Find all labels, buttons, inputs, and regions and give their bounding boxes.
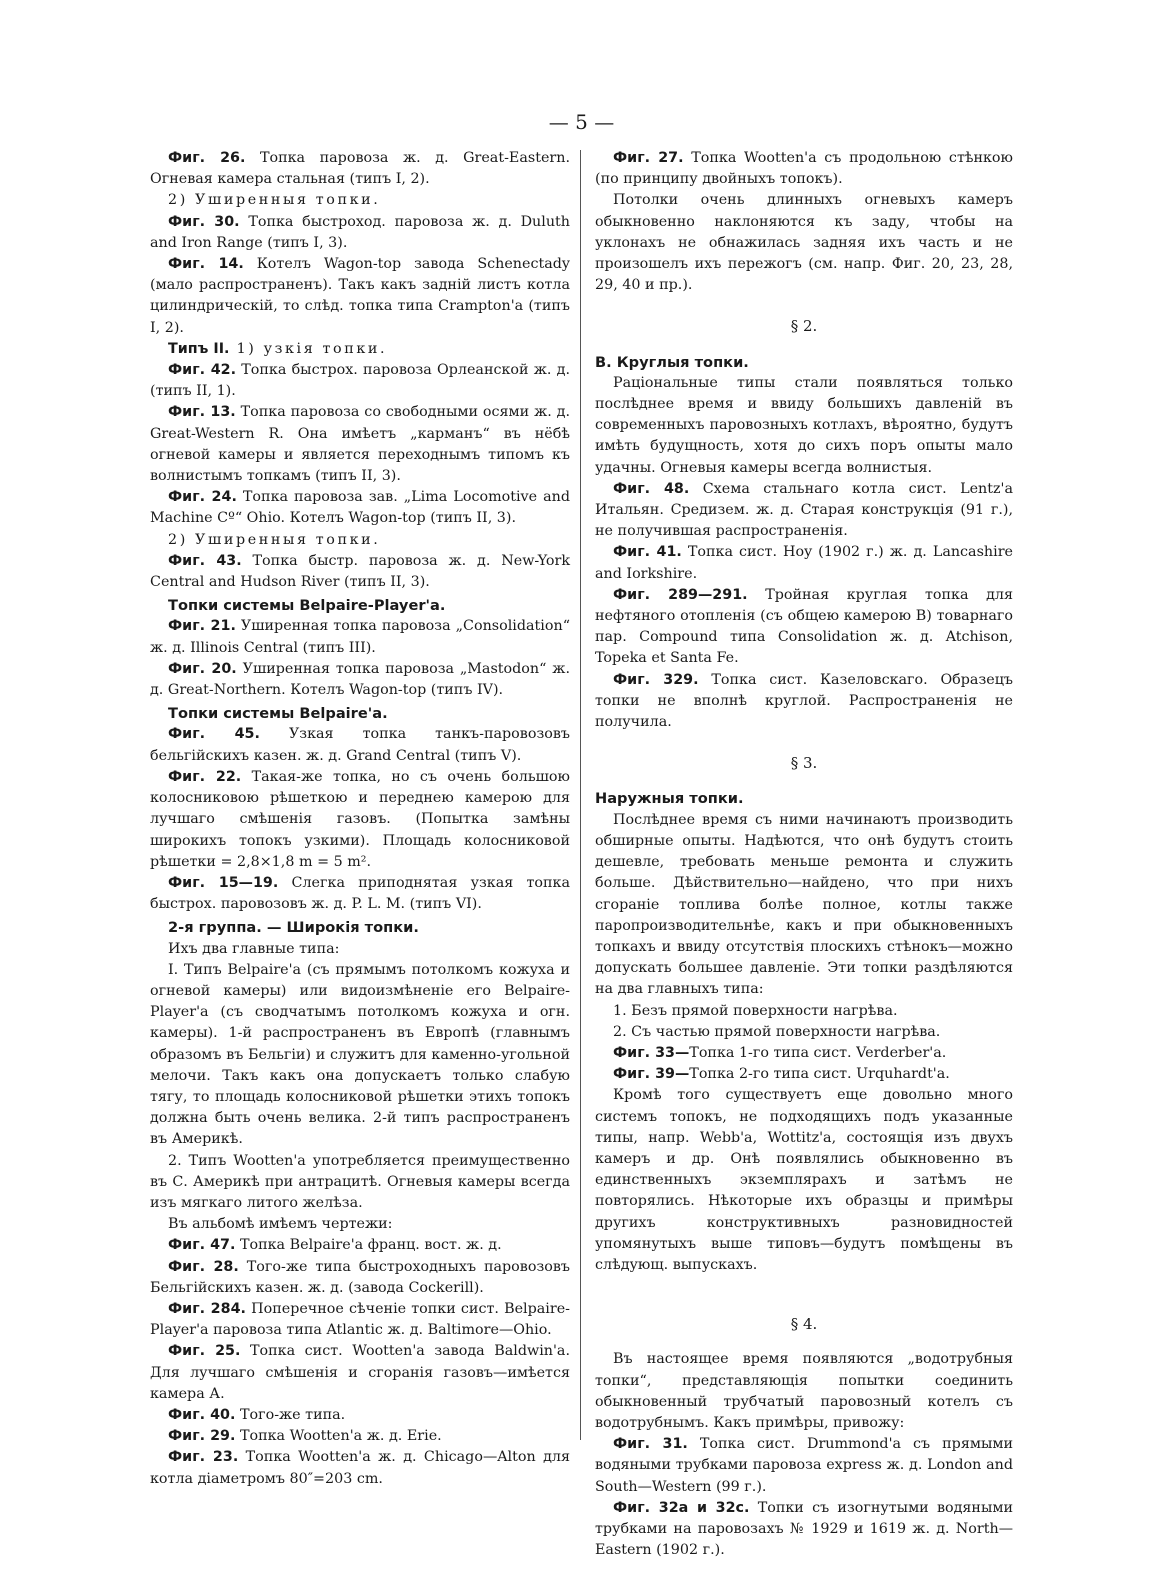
subheading: 2) Уширенныя топки.: [168, 531, 381, 548]
figure-ref: Фиг. 31.: [613, 1436, 688, 1453]
figure-ref: Фиг. 29.: [168, 1428, 236, 1445]
figure-ref: Фиг. 45.: [168, 726, 260, 743]
right-column: [595, 148, 1013, 1561]
paragraph-text: Уширенная топка паровоза „Mastodon“ ж. д. Great-Northern. Котелъ Wagon-top (типъ IV).: [150, 660, 570, 699]
paragraph-text: Топка паровоза ж. д. Great-Eastern. Огневая камера стальная (типъ I, 2).: [150, 150, 570, 188]
figure-ref: Фиг. 27.: [613, 150, 684, 166]
figure-ref: Фиг. 22.: [168, 768, 242, 785]
paragraph: [150, 767, 570, 873]
section-heading: Топки системы Belpaire-Player'а.: [168, 597, 446, 615]
paragraph: Послѣднее время съ ними начинаютъ производить обширные опыты. Надѣются, что онѣ будутъ стоить дешевле, требовать меньше ремонта и служить больше. Дѣйствительно—найдено, что при нихъ сгоранiе топлива болѣе полное, котлы также паропроизводительнѣе, какъ и при обыкновенныхъ топкахъ и ввиду отсутствiя плоскихъ стѣнокъ—можно допускать большее давленiе. Эти топки раздѣляются на два главныхъ типа:: [595, 811, 1013, 998]
section-heading: В. Круглыя топки.: [595, 353, 749, 371]
figure-ref: Фиг. 26.: [168, 150, 246, 166]
paragraph-text: Топка паровоза со свободными осями ж. д. Great-Western R. Она имѣетъ „карманъ“ въ нёбѣ огневой камеры и является переходнымъ типомъ къ волнистымъ топкамъ (типъ II, 3).: [150, 404, 571, 485]
paragraph-text: Топки съ изогнутыми водяными трубками на паровозахъ № 1929 и 1619 ж. д. North—Eastern (1902 г.).: [595, 1499, 1013, 1559]
paragraph-text: Топка сист. Wootten'а завода Baldwin'а. Для лучшаго смѣшенiя и сгоранiя газовъ—имѣется камера А.: [150, 1343, 570, 1402]
figure-ref: Фиг. 23.: [168, 1449, 239, 1466]
paragraph-text: Того-же типа.: [235, 1406, 346, 1423]
paragraph-text: Топка сист. Drummond'а съ прямыми водяными трубками паровоза express ж. д. London and South—Western (99 г.).: [595, 1436, 1013, 1495]
column-divider: [580, 150, 581, 1440]
paragraph-text: Такая-же топка, но съ очень большою колосниковою рѣшеткою и переднею камерою для лучшаго смѣшенiя газовъ. (Попытка замѣны широкихъ топокъ узкими). Площадь колосниковой рѣшетки = 2,8×1,8 m = 5 m².: [150, 768, 570, 870]
paragraph: [150, 1341, 570, 1405]
section-heading: Наружныя топки.: [595, 790, 744, 808]
figure-ref: Фиг. 43.: [168, 552, 242, 569]
paragraph-text: Топка паровоза зав. „Lima Locomotive and Machine Cº“ Ohio. Котелъ Wagon-top (типъ II, 3).: [150, 489, 570, 527]
figure-ref: Фиг. 14.: [168, 256, 244, 273]
paragraph-text: Топка быстроход. паровоза ж. д. Duluth and Iron Range (типъ I, 3).: [150, 213, 570, 251]
figure-ref: Фиг. 33—: [613, 1044, 690, 1061]
paragraph: [595, 479, 1013, 543]
paragraph: [150, 1257, 570, 1299]
paragraph: [595, 1043, 1013, 1064]
paragraph-text: Топка 1-го типа сист. Verderber'а.: [689, 1044, 947, 1061]
paragraph: [150, 659, 570, 701]
figure-ref: Фиг. 47.: [168, 1237, 236, 1254]
paragraph: [150, 1447, 570, 1489]
paragraph: [150, 873, 570, 915]
figure-ref: Фиг. 20.: [168, 660, 237, 677]
section-number: § 4.: [790, 1315, 818, 1334]
paragraph-text: Узкая топка танкъ-паровозовъ бельгiйскихъ казен. ж. д. Grand Central (типъ V).: [150, 726, 570, 764]
figure-ref: Фиг. 39—: [613, 1066, 690, 1083]
figure-ref: Фиг. 40.: [168, 1406, 236, 1423]
paragraph-text: Топка быстр. паровоза ж. д. New-York Central and Hudson River (типъ II, 3).: [150, 552, 570, 591]
paragraph: 2. Типъ Wootten'а употребляется преимущественно въ С. Америкѣ при антрацитѣ. Огневыя камеры всегда изъ мягкаго литого желѣза.: [150, 1152, 570, 1211]
paragraph-text: Топка Belpaire'а франц. вост. ж. д.: [235, 1237, 502, 1254]
paragraph-text: Схема стальнаго котла сист. Lentz'а Итальян. Средизем. ж. д. Старая конструкцiя (91 г.), не получившая распространенiя.: [595, 480, 1013, 540]
paragraph: [150, 402, 570, 487]
section-heading: 2-я группа. — Широкiя топки.: [168, 919, 419, 937]
figure-ref: Фиг. 41.: [613, 544, 682, 561]
paragraph: I. Типъ Belpaire'а (съ прямымъ потолкомъ кожуха и огневой камеры) или видоизмѣненiе его Belpaire-Player'а (съ сводчатымъ потолкомъ кожуха и огн. камеры). 1-й распространенъ въ Европѣ (главнымъ образомъ въ Бельгiи) и служитъ для каменно-угольной мелочи. Такъ какъ она допускаетъ только слабую тягу, то площадь колосниковой рѣшетки этихъ топокъ должна быть очень велика. 2-й типъ распространенъ въ Америкѣ.: [150, 961, 570, 1148]
paragraph-text: Топка Wootten'а ж. д. Chicago—Alton для котла дiаметромъ 80″=203 cm.: [150, 1449, 570, 1487]
paragraph: 1. Безъ прямой поверхности нагрѣва.: [613, 1002, 898, 1019]
figure-ref: Фиг. 30.: [168, 213, 240, 230]
paragraph: [595, 148, 1013, 190]
paragraph: Въ альбомѣ имѣемъ чертежи:: [168, 1216, 393, 1233]
paragraph: [150, 1405, 570, 1426]
paragraph: [595, 1498, 1013, 1562]
page-number: — 5 —: [548, 110, 615, 134]
paragraph: [150, 551, 570, 593]
figure-ref: Фиг. 24.: [168, 489, 237, 506]
figure-ref: Фиг. 25.: [168, 1343, 241, 1360]
paragraph: Въ настоящее время появляются „водотрубныя топки“, представляющiя попытки соединить обыкновенный трубчатый паровозный котелъ съ водотрубнымъ. Какъ примѣры, привожу:: [595, 1351, 1013, 1431]
paragraph-text: Уширенная топка паровоза „Consolidation“ ж. д. Illinois Central (типъ III).: [150, 618, 570, 656]
paragraph-text: Тройная круглая топка для нефтяного отопленiя (съ общею камерою В) товарнаго пар. Compound типа Consolidation ж. д. Atchison, Topeka et Santa Fe.: [595, 586, 1013, 667]
figure-ref: Фиг. 42.: [168, 362, 237, 379]
paragraph-text: Топка сист. Hoy (1902 г.) ж. д. Lancashire and Iorkshire.: [595, 544, 1013, 582]
paragraph: [595, 542, 1013, 584]
paragraph-text: Слегка приподнятая узкая топка быстрох. паровозовъ ж. д. P. L. M. (типъ VI).: [150, 874, 571, 913]
figure-ref: Фиг. 28.: [168, 1258, 239, 1275]
paragraph: [150, 254, 570, 339]
type-label: Типъ II.: [168, 340, 230, 357]
paragraph-text: Топка сист. Казеловскаго. Образецъ топки не вполнѣ круглой. Распространенiя не получила.: [595, 671, 1013, 731]
figure-ref: Фиг. 13.: [168, 404, 236, 421]
paragraph: [595, 585, 1013, 670]
figure-ref: Фиг. 15—19.: [168, 874, 279, 891]
paragraph: [150, 148, 570, 190]
paragraph: Ихъ два главные типа:: [168, 940, 340, 957]
section-heading: Топки системы Belpaire'а.: [168, 705, 388, 723]
left-column: [150, 148, 570, 1490]
paragraph: [150, 616, 570, 658]
figure-ref: Фиг. 21.: [168, 618, 236, 635]
figure-ref: Фиг. 289—291.: [613, 586, 748, 603]
paragraph: Кромѣ того существуетъ еще довольно много системъ топокъ, не подходящихъ подъ указанные типы, напр. Webb'а, Wottitz'а, состоящiя изъ двухъ камеръ и др. Онѣ появлялись обыкновенно въ единственныхъ экземплярахъ и затѣмъ не повторялись. Нѣкоторые ихъ образцы и примѣры другихъ конструктивныхъ разновидностей упомянутыхъ выше типовъ—будутъ помѣщены въ слѣдующ. выпускахъ.: [595, 1087, 1013, 1273]
paragraph: Потолки очень длинныхъ огневыхъ камеръ обыкновенно наклоняются къ заду, чтобы на уклонахъ не обнажилась задняя ихъ часть и не произошелъ ихъ пережогъ (см. напр. Фиг. 20, 23, 28, 29, 40 и пр.).: [595, 192, 1013, 294]
paragraph-text: 1) узкiя топки.: [229, 340, 388, 357]
type-heading: [150, 339, 570, 360]
paragraph: Рацiональные типы стали появляться только послѣднее время и ввиду большихъ давленiй въ современныхъ паровозныхъ котлахъ, вѣроятно, будутъ имѣть будущность, хотя до сихъ поръ опыты мало удачны. Огневыя камеры всегда волнистыя.: [595, 374, 1013, 476]
paragraph-text: Котелъ Wagon-top завода Schenectady (мало распространенъ). Такъ какъ заднiй листъ котла цилиндрическiй, то слѣд. топка типа Crampton'а (типъ I, 2).: [150, 256, 570, 336]
paragraph: [150, 1235, 570, 1256]
subheading: 2) Уширенныя топки.: [168, 192, 381, 209]
paragraph-text: Топка Wootten'а ж. д. Erie.: [235, 1428, 442, 1445]
paragraph: [595, 1434, 1013, 1498]
paragraph: [595, 1064, 1013, 1085]
section-number: § 2.: [790, 317, 818, 336]
paragraph: 2. Съ частью прямой поверхности нагрѣва.: [613, 1023, 941, 1040]
paragraph: [150, 487, 570, 529]
paragraph-text: Топка быстрох. паровоза Орлеанской ж. д. (типъ II, 1).: [150, 362, 570, 400]
figure-ref: Фиг. 284.: [168, 1300, 246, 1317]
figure-ref: Фиг. 32a и 32c.: [613, 1499, 750, 1516]
paragraph-text: Топка Wootten'а съ продольною стѣнкою (по принципу двойныхъ топокъ).: [595, 150, 1013, 188]
section-number: § 3.: [790, 754, 818, 773]
paragraph: [150, 1426, 570, 1447]
paragraph: [150, 1299, 570, 1341]
paragraph: [595, 670, 1013, 734]
paragraph: [150, 360, 570, 402]
paragraph: [150, 724, 570, 766]
paragraph-text: Того-же типа быстроходныхъ паровозовъ Бельгiйскихъ казен. ж. д. (завода Cockerill).: [150, 1258, 571, 1296]
paragraph-text: Топка 2-го типа сист. Urquhardt'а.: [689, 1066, 950, 1083]
figure-ref: Фиг. 48.: [613, 480, 690, 497]
paragraph: [150, 212, 570, 254]
paragraph-text: Поперечное сѣченiе топки сист. Belpaire-Player'а паровоза типа Atlantic ж. д. Baltimore—Ohio.: [150, 1300, 570, 1339]
figure-ref: Фиг. 329.: [613, 671, 699, 688]
